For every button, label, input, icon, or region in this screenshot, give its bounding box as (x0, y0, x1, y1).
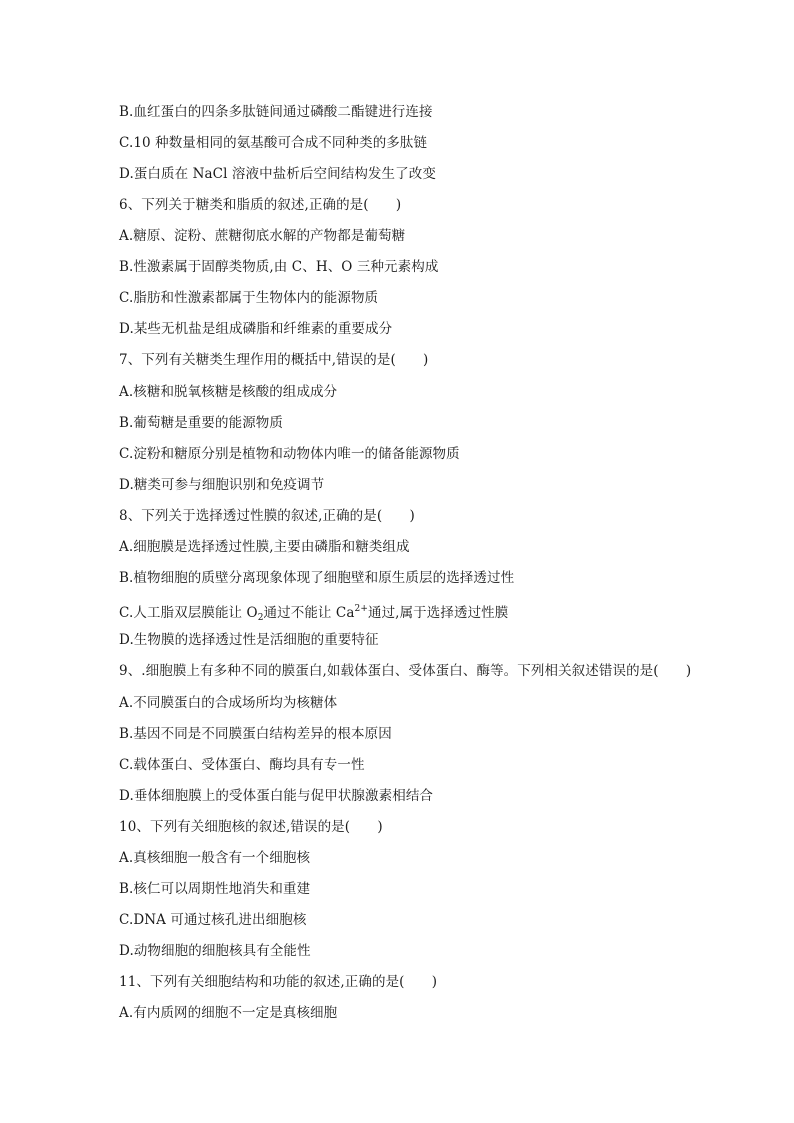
question-7-option-a: A.核糖和脱氧核糖是核酸的组成成分 (119, 384, 338, 400)
question-9-option-d: D.垂体细胞膜上的受体蛋白能与促甲状腺激素相结合 (119, 788, 434, 804)
question-9-option-c: C.载体蛋白、受体蛋白、酶均具有专一性 (119, 757, 365, 773)
text-line: D.蛋白质在 NaCl 溶液中盐析后空间结构发生了改变 (119, 166, 436, 182)
question-6-option-b: B.性激素属于固醇类物质,由 C、H、O 三种元素构成 (119, 259, 439, 275)
oxygen-subscript: 2 (257, 613, 264, 623)
question-11-stem: 11、下列有关细胞结构和功能的叙述,正确的是( ) (119, 974, 438, 990)
text-line: B.血红蛋白的四条多肽链间通过磷酸二酯键进行连接 (119, 104, 433, 120)
question-9-option-a: A.不同膜蛋白的合成场所均为核糖体 (119, 695, 338, 711)
calcium-superscript: 2+ (354, 604, 368, 614)
question-7-option-d: D.糖类可参与细胞识别和免疫调节 (119, 477, 325, 493)
option-c-text-middle: 通过不能让 Ca (263, 605, 355, 621)
question-10-option-d: D.动物细胞的细胞核具有全能性 (119, 943, 311, 959)
question-8-option-a: A.细胞膜是选择透过性膜,主要由磷脂和糖类组成 (119, 539, 410, 555)
question-8-stem: 8、下列关于选择透过性膜的叙述,正确的是( ) (119, 508, 415, 524)
option-c-text-start: C.人工脂双层膜能让 O (119, 605, 258, 621)
question-6-stem: 6、下列关于糖类和脂质的叙述,正确的是( ) (119, 197, 402, 213)
question-6-option-c: C.脂肪和性激素都属于生物体内的能源物质 (119, 290, 379, 306)
question-7-stem: 7、下列有关糖类生理作用的概括中,错误的是( ) (119, 352, 429, 368)
question-10-option-a: A.真核细胞一般含有一个细胞核 (119, 850, 311, 866)
question-6-option-a: A.糖原、淀粉、蔗糖彻底水解的产物都是葡萄糖 (119, 228, 406, 244)
option-c-text-end: 通过,属于选择透过性膜 (367, 605, 509, 621)
question-8-option-b: B.植物细胞的质壁分离现象体现了细胞壁和原生质层的选择透过性 (119, 570, 515, 586)
question-7-option-b: B.葡萄糖是重要的能源物质 (119, 415, 284, 431)
text-line: C.10 种数量相同的氨基酸可合成不同种类的多肽链 (119, 135, 428, 151)
question-6-option-d: D.某些无机盐是组成磷脂和纤维素的重要成分 (119, 321, 393, 337)
question-11-option-a: A.有内质网的细胞不一定是真核细胞 (119, 1005, 338, 1021)
question-10-stem: 10、下列有关细胞核的叙述,错误的是( ) (119, 819, 383, 835)
question-8-option-d: D.生物膜的选择透过性是活细胞的重要特征 (119, 632, 379, 648)
question-7-option-c: C.淀粉和糖原分别是植物和动物体内唯一的储备能源物质 (119, 446, 460, 462)
question-10-option-c: C.DNA 可通过核孔进出细胞核 (119, 912, 307, 928)
question-9-option-b: B.基因不同是不同膜蛋白结构差异的根本原因 (119, 726, 392, 742)
question-10-option-b: B.核仁可以周期性地消失和重建 (119, 881, 311, 897)
question-8-option-c (119, 600, 508, 627)
question-9-stem: 9、.细胞膜上有多种不同的膜蛋白,如载体蛋白、受体蛋白、酶等。下列相关叙述错误的是( ) (119, 663, 692, 679)
